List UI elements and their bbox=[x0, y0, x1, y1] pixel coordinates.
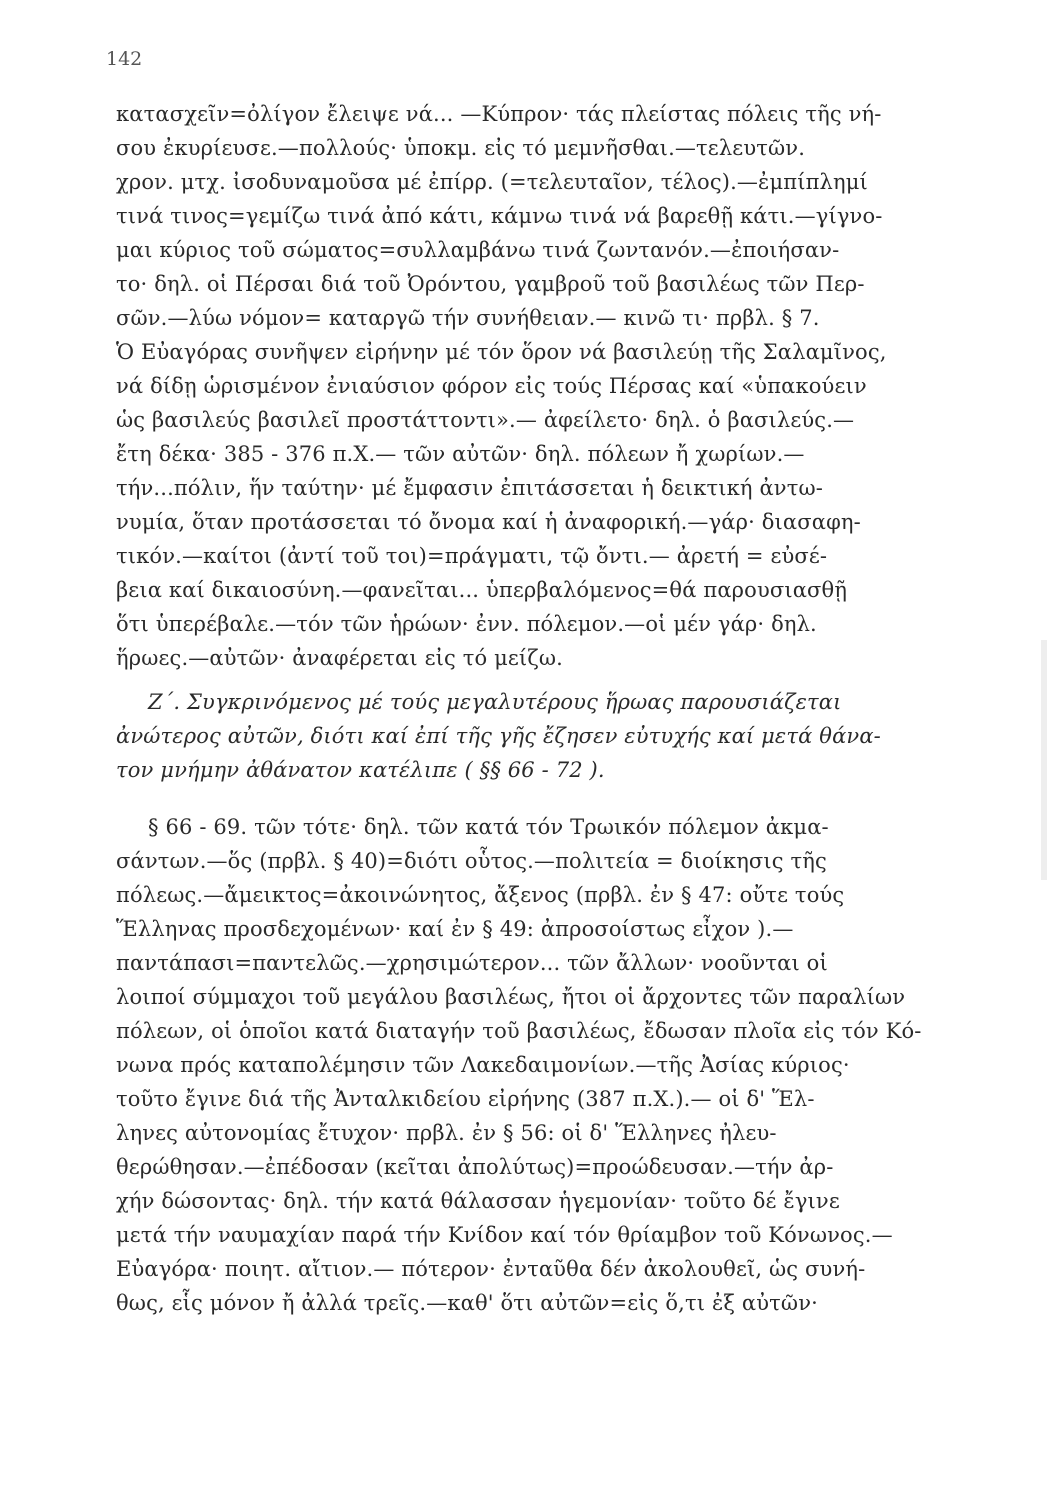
text-line: θως, εἷς μόνον ἤ ἀλλά τρεῖς.—καθ' ὅτι αὐτῶν=εἰς ὅ,τι ἐξ αὐτῶν· bbox=[116, 1291, 818, 1315]
text-line: μετά τήν ναυμαχίαν παρά τήν Κνίδον καί τόν θρίαμβον τοῦ Κόνωνος.— bbox=[116, 1223, 893, 1247]
text-line: σάντων.—ὅς (πρβλ. § 40)=διότι οὗτος.—πολιτεία = διοίκησις τῆς bbox=[116, 849, 827, 873]
text-line: τήν...πόλιν, ἥν ταύτην· μέ ἔμφασιν ἐπιτάσσεται ἡ δεικτική ἀντω- bbox=[116, 476, 823, 500]
text-line: Ὁ Εὐαγόρας συνῆψεν εἰρήνην μέ τόν ὅρον νά βασιλεύῃ τῆς Σαλαμῖνος, bbox=[116, 340, 887, 364]
text-line: ἥρωες.—αὐτῶν· ἀναφέρεται εἰς τό μείζω. bbox=[116, 646, 563, 670]
text-line: σου ἐκυρίευσε.—πολλούς· ὑποκμ. εἰς τό μεμνῆσθαι.—τελευτῶν. bbox=[116, 136, 806, 160]
page-number: 142 bbox=[106, 48, 143, 70]
text-line: παντάπασι=παντελῶς.—χρησιμώτερον... τῶν ἄλλων· νοοῦνται οἱ bbox=[116, 951, 828, 975]
text-line: χήν δώσοντας· δηλ. τήν κατά θάλασσαν ἡγεμονίαν· τοῦτο δέ ἔγινε bbox=[116, 1189, 840, 1213]
text-line: κατασχεῖν=ὀλίγον ἔλειψε νά... —Κύπρον· τάς πλείστας πόλεις τῆς νή- bbox=[116, 102, 882, 126]
text-line: λοιποί σύμμαχοι τοῦ μεγάλου βασιλέως, ἤτοι οἱ ἄρχοντες τῶν παραλίων bbox=[116, 985, 906, 1009]
text-line: § 66 - 69. τῶν τότε· δηλ. τῶν κατά τόν Τρωικόν πόλεμον ἀκμα- bbox=[148, 815, 829, 839]
summary-line: ἀνώτερος αὐτῶν, διότι καί ἐπί τῆς γῆς ἔζησεν εὐτυχής καί μετά θάνα- bbox=[116, 724, 881, 748]
text-line: ὡς βασιλεύς βασιλεῖ προστάττοντι».— ἀφείλετο· δηλ. ὁ βασιλεύς.— bbox=[116, 408, 855, 432]
summary-line: Ζ΄. Συγκρινόμενος μέ τούς μεγαλυτέρους ἥρωας παρουσιάζεται bbox=[148, 690, 842, 714]
text-line: θερώθησαν.—ἐπέδοσαν (κεῖται ἀπολύτως)=προώδευσαν.—τήν ἀρ- bbox=[116, 1155, 834, 1179]
text-line: σῶν.—λύω νόμον= καταργῶ τήν συνήθειαν.— κινῶ τι· πρβλ. § 7. bbox=[116, 306, 820, 330]
text-line: νωνα πρός καταπολέμησιν τῶν Λακεδαιμονίων.—τῆς Ἀσίας κύριος· bbox=[116, 1053, 850, 1077]
text-line: ἔτη δέκα· 385 - 376 π.Χ.— τῶν αὐτῶν· δηλ. πόλεων ἤ χωρίων.— bbox=[116, 442, 805, 466]
text-line: νά δίδῃ ὡρισμένον ἐνιαύσιον φόρον εἰς τούς Πέρσας καί «ὑπακούειν bbox=[116, 374, 867, 398]
text-line: το· δηλ. οἱ Πέρσαι διά τοῦ Ὀρόντου, γαμβροῦ τοῦ βασιλέως τῶν Περ- bbox=[116, 272, 865, 296]
text-line: τινά τινος=γεμίζω τινά ἀπό κάτι, κάμνω τινά νά βαρεθῇ κάτι.—γίγνο- bbox=[116, 204, 883, 228]
text-line: μαι κύριος τοῦ σώματος=συλλαμβάνω τινά ζωντανόν.—ἐποιήσαν- bbox=[116, 238, 840, 262]
text-line: Ἕλληνας προσδεχομένων· καί ἐν § 49: ἀπροσοίστως εἶχον ).— bbox=[116, 917, 794, 941]
text-line: ληνες αὐτονομίας ἔτυχον· πρβλ. ἐν § 56: οἱ δ' Ἕλληνες ἠλευ- bbox=[116, 1121, 777, 1145]
summary-line: τον μνήμην ἀθάνατον κατέλιπε ( §§ 66 - 72 ). bbox=[116, 758, 605, 782]
text-line: βεια καί δικαιοσύνη.—φανεῖται... ὑπερβαλόμενος=θά παρουσιασθῇ bbox=[116, 578, 848, 602]
text-line: τοῦτο ἔγινε διά τῆς Ἀνταλκιδείου εἰρήνης (387 π.Χ.).— οἱ δ' Ἕλ- bbox=[116, 1087, 815, 1111]
text-line: νυμία, ὅταν προτάσσεται τό ὄνομα καί ἡ ἀναφορική.—γάρ· διασαφη- bbox=[116, 510, 861, 534]
text-line: ὅτι ὑπερέβαλε.—τόν τῶν ἡρώων· ἐνν. πόλεμον.—οἱ μέν γάρ· δηλ. bbox=[116, 612, 817, 636]
text-line: τικόν.—καίτοι (ἀντί τοῦ τοι)=πράγματι, τῷ ὄντι.— ἀρετή = εὐσέ- bbox=[116, 544, 828, 568]
scan-edge bbox=[1041, 640, 1047, 880]
text-line: Εὐαγόρα· ποιητ. αἴτιον.— πότερον· ἐνταῦθα δέν ἀκολουθεῖ, ὡς συνή- bbox=[116, 1257, 866, 1281]
text-line: πόλεως.—ἄμεικτος=ἀκοινώνητος, ἄξενος (πρβλ. ἐν § 47: οὔτε τούς bbox=[116, 883, 845, 907]
text-line: πόλεων, οἱ ὁποῖοι κατά διαταγήν τοῦ βασιλέως, ἔδωσαν πλοῖα εἰς τόν Κό- bbox=[116, 1019, 922, 1043]
text-line: χρον. μτχ. ἰσοδυναμοῦσα μέ ἐπίρρ. (=τελευταῖον, τέλος).—ἐμπίπλημί bbox=[116, 170, 868, 194]
